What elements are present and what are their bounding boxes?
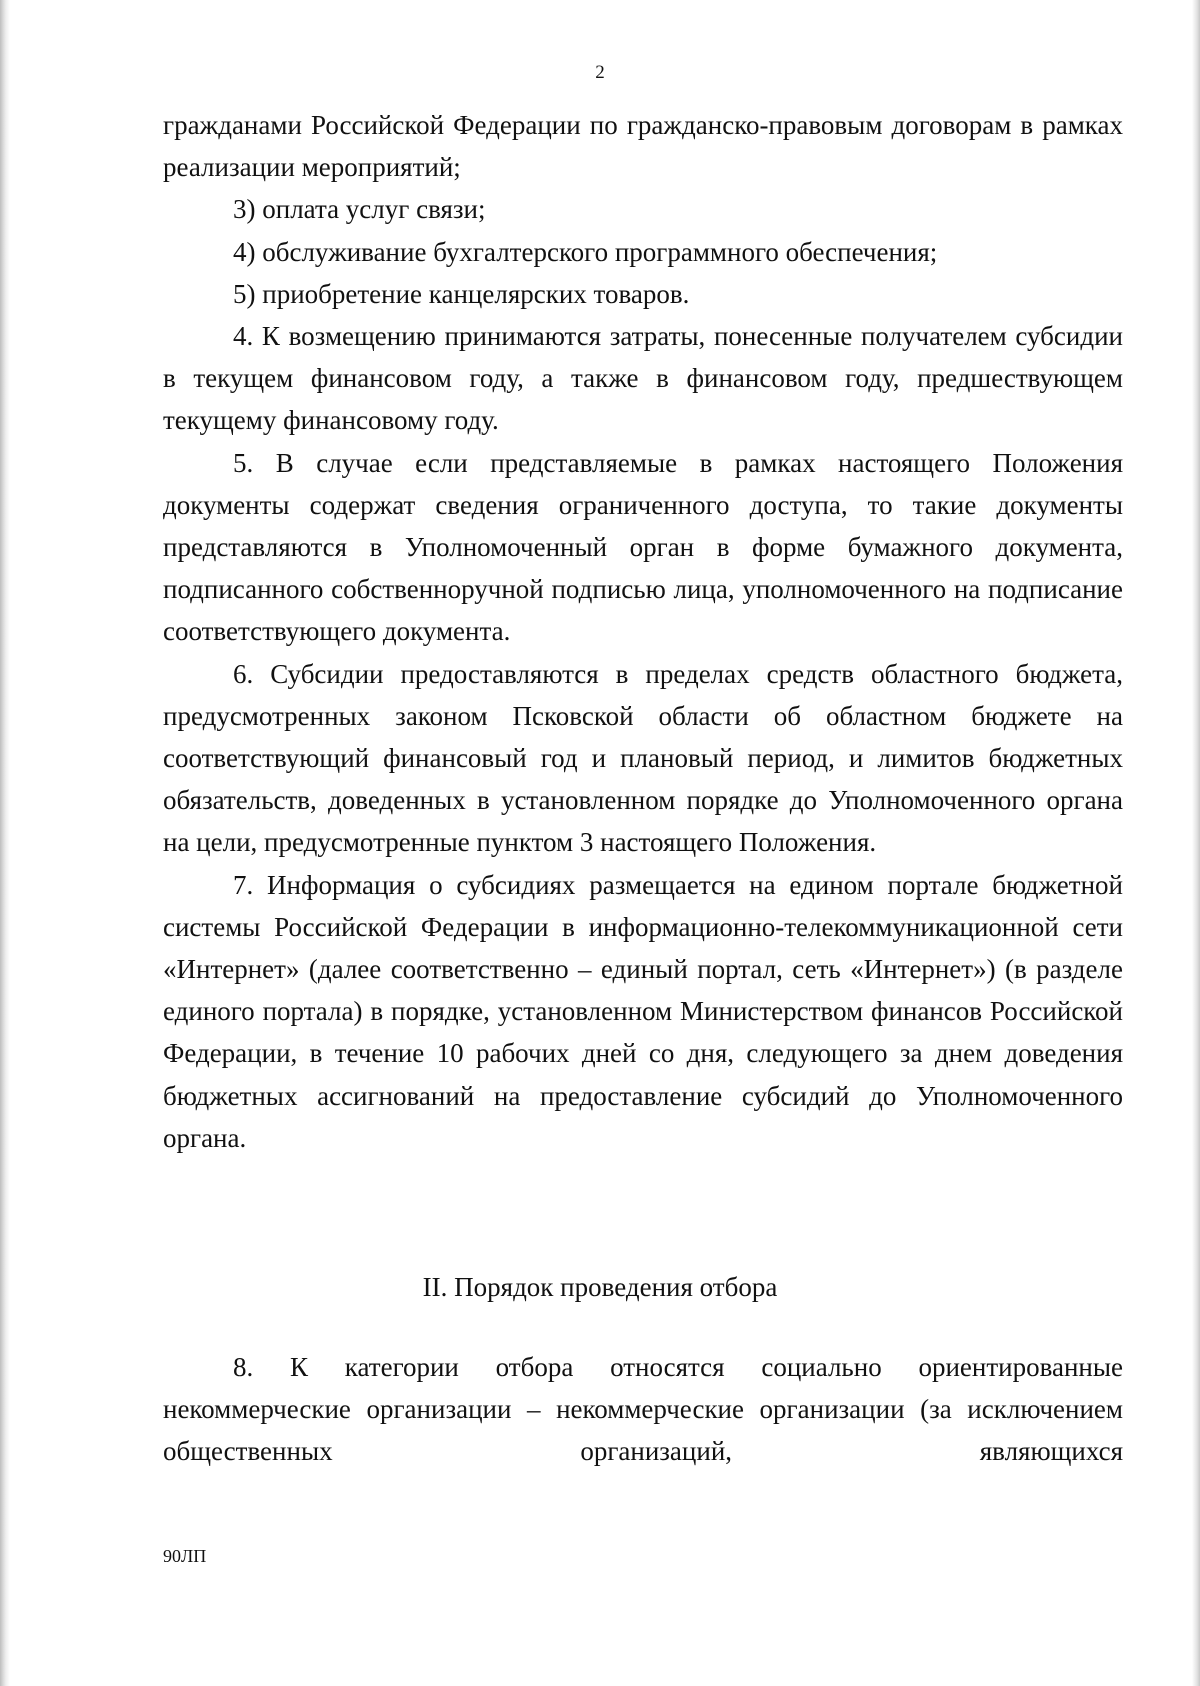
- list-item-3: 3) оплата услуг связи;: [233, 194, 486, 225]
- clause-6: 6. Субсидии предоставляются в пределах средств областного бюджета, предусмотренных законом Псковской области об областном бюджете на соответствующий финансовый год и плановый период, и лимитов бюджетных обязательств, доведенных в установленном порядке до Уполномоченного органа на цели, предусмотренные пунктом 3 настоящего Положения.: [163, 658, 1123, 858]
- list-item-5: 5) приобретение канцелярских товаров.: [233, 278, 690, 309]
- page-number: 2: [595, 62, 605, 83]
- document-body: [163, 104, 1123, 1159]
- clause-4: 4. К возмещению принимаются затраты, понесенные получателем субсидии в текущем финансовом году, а также в финансовом году, предшествующем текущему финансовому году.: [163, 321, 1123, 436]
- list-item-4: 4) обслуживание бухгалтерского программного обеспечения;: [233, 236, 938, 267]
- scan-edge-left: [0, 0, 10, 1686]
- paragraph-continuation: гражданами Российской Федерации по гражданско-правовым договорам в рамках реализации мероприятий;: [163, 110, 1123, 183]
- clause-8: 8. К категории отбора относятся социально ориентированные некоммерческие организации – некоммерческие организации (за исключением общественных организаций, являющихся: [163, 1352, 1123, 1467]
- section-body: [163, 1346, 1123, 1473]
- clause-5: 5. В случае если представляемые в рамках настоящего Положения документы содержат сведения ограниченного доступа, то такие документы представляются в Уполномоченный орган в форме бумажного документа, подписанного собственноручной подписью лица, уполномоченного на подписание соответствующего документа.: [163, 447, 1123, 647]
- section-title: II. Порядок проведения отбора: [422, 1272, 778, 1302]
- clause-7: 7. Информация о субсидиях размещается на едином портале бюджетной системы Российской Федерации в информационно-телекоммуникационной сети «Интернет» (далее соответственно – единый портал, сеть «Интернет») (в разделе единого портала) в порядке, установленном Министерством финансов Российской Федерации, в течение 10 рабочих дней со дня, следующего за днем доведения бюджетных ассигнований на предоставление субсидий до Уполномоченного органа.: [163, 869, 1123, 1153]
- footer-code: 90ЛП: [163, 1546, 207, 1566]
- scan-edge-right: [1192, 0, 1200, 1686]
